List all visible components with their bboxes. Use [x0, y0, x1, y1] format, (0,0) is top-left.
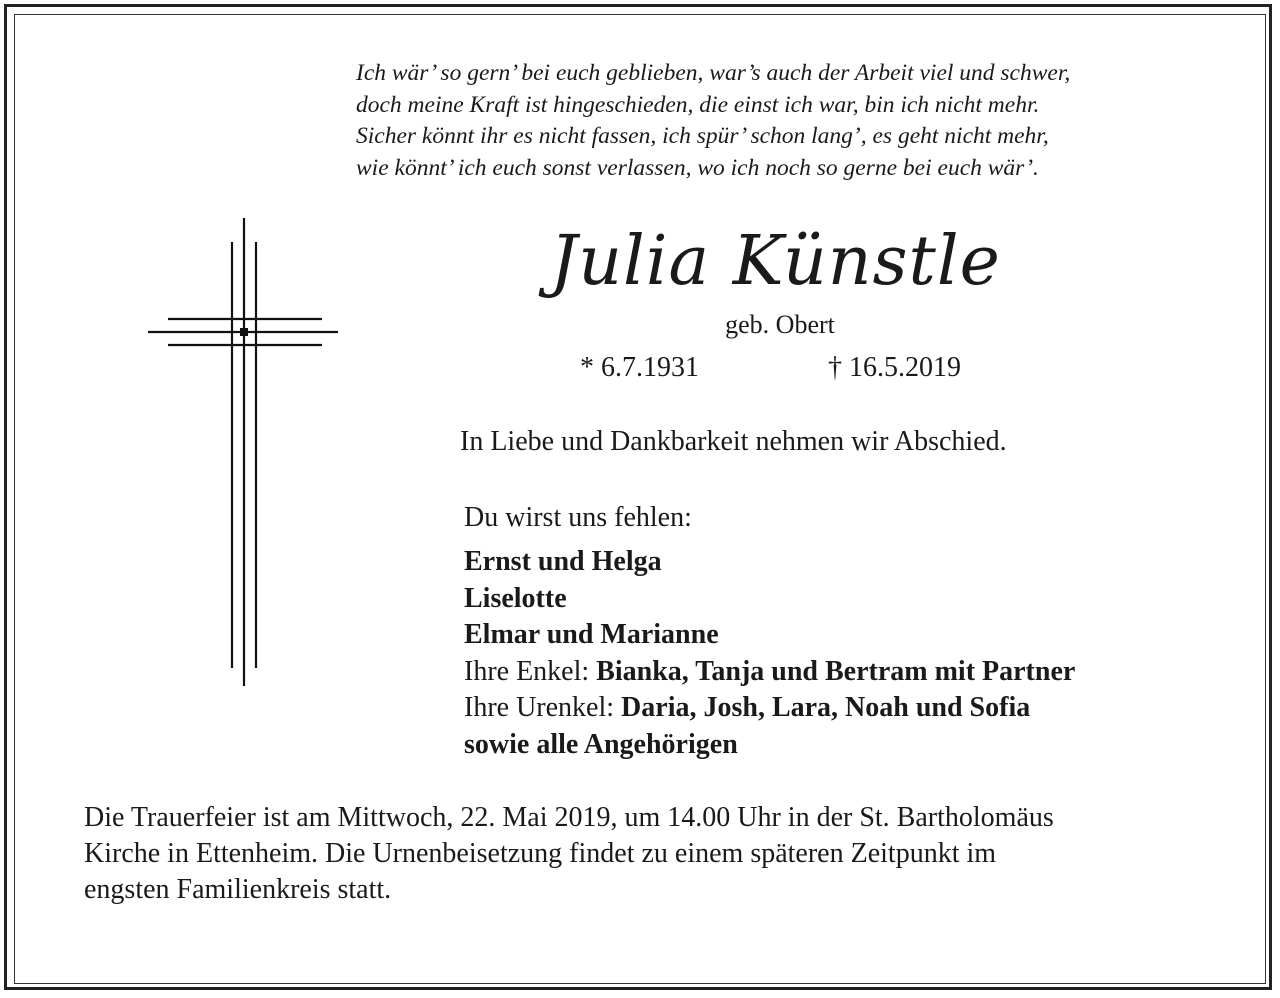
- poem-line: doch meine Kraft ist hingeschieden, die einst ich war, bin ich nicht mehr.: [356, 91, 1040, 118]
- mourners-list: [464, 544, 1075, 763]
- great-grandchildren-line: [464, 690, 1075, 727]
- great-grandchildren-names: Daria, Josh, Lara, Noah und Sofia: [621, 692, 1031, 723]
- death-date: † 16.5.2019: [828, 352, 961, 383]
- maiden-name: geb. Obert: [725, 310, 835, 339]
- farewell-text: In Liebe und Dankbarkeit nehmen wir Abschied.: [460, 426, 1007, 457]
- cross-icon: [148, 216, 340, 688]
- missed-heading: Du wirst uns fehlen:: [464, 502, 692, 533]
- service-line: Die Trauerfeier ist am Mittwoch, 22. Mai 2019, um 14.00 Uhr in der St. Bartholomäus: [84, 802, 1054, 833]
- mourner-line: Liselotte: [464, 582, 567, 614]
- birth-date: * 6.7.1931: [580, 352, 699, 383]
- service-line: Kirche in Ettenheim. Die Urnenbeisetzung findet zu einem späteren Zeitpunkt im: [84, 838, 997, 869]
- poem-line: Ich wär’ so gern’ bei euch geblieben, war’s auch der Arbeit viel und schwer,: [356, 60, 1071, 86]
- great-grandchildren-label: Ihre Urenkel:: [464, 692, 622, 723]
- service-line: engsten Familienkreis statt.: [84, 874, 392, 905]
- poem-line: wie könnt’ ich euch sonst verlassen, wo ich noch so gerne bei euch wär’.: [356, 154, 1039, 181]
- grandchildren-label: Ihre Enkel:: [464, 655, 597, 687]
- mourner-line: Elmar und Marianne: [464, 619, 719, 650]
- poem: [356, 58, 1256, 184]
- mourner-line: Ernst und Helga: [464, 546, 662, 577]
- grandchildren-line: [464, 654, 1075, 691]
- grandchildren-names: Bianka, Tanja und Bertram mit Partner: [596, 655, 1076, 687]
- relatives-line: sowie alle Angehörigen: [464, 728, 738, 760]
- service-info: [84, 800, 1214, 908]
- poem-line: Sicher könnt ihr es nicht fassen, ich spür’ schon lang’, es geht nicht mehr,: [356, 123, 1049, 149]
- deceased-name: Julia Künstle: [550, 222, 1001, 301]
